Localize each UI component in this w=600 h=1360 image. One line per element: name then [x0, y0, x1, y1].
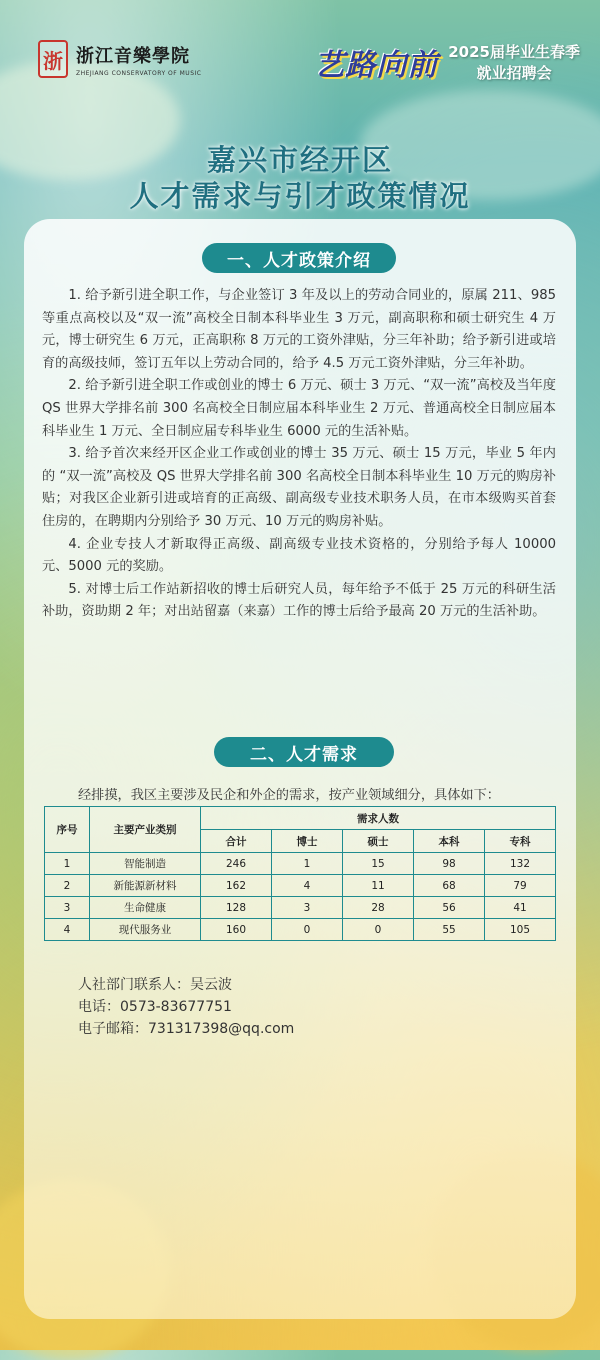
row-value: 128: [201, 897, 272, 919]
contact-info: [78, 974, 294, 1040]
row-value: 79: [485, 875, 556, 897]
row-value: 41: [485, 897, 556, 919]
row-value: 162: [201, 875, 272, 897]
table-header-total: 合计: [201, 830, 272, 853]
demand-intro: 经排摸，我区主要涉及民企和外企的需求，按产业领域细分，具体如下：: [78, 788, 500, 803]
row-category: 生命健康: [90, 897, 201, 919]
row-value: 4: [272, 875, 343, 897]
row-no: 2: [45, 875, 90, 897]
event-name-line1: 2025届毕业生春季: [448, 43, 580, 61]
row-category: 智能制造: [90, 853, 201, 875]
row-value: 132: [485, 853, 556, 875]
table-header-bachelor: 本科: [414, 830, 485, 853]
table-header-no: 序号: [45, 807, 90, 853]
row-value: 56: [414, 897, 485, 919]
row-value: 15: [343, 853, 414, 875]
row-value: 55: [414, 919, 485, 941]
table-header-master: 硕士: [343, 830, 414, 853]
school-logo: [38, 40, 201, 78]
row-value: 0: [272, 919, 343, 941]
page-title-line2: 人才需求与引才政策情况: [129, 179, 471, 213]
row-value: 28: [343, 897, 414, 919]
section-heading-policy: 一、人才政策介绍: [202, 243, 396, 273]
page-title-line1: 嘉兴市经开区: [206, 143, 393, 177]
contact-email: 电子邮箱：731317398@qq.com: [78, 1021, 295, 1037]
table-header-college: 专科: [485, 830, 556, 853]
policy-item: 1. 给予新引进全职工作，与企业签订 3 年及以上的劳动合同业的，原属 211、985 等重点高校以及“双一流”高校全日制本科毕业生 3 万元，副高职称和硕士研究生 4 万元，博士研究生 6 万元，正高职称 8 万元的工资外津贴，分三年补助；给予新引进或培育的高级技师，签订五年以上劳动合同的，给予 4.5 万元工资外津贴，分三年补助。: [42, 288, 556, 371]
row-category: 现代服务业: [90, 919, 201, 941]
policy-item: 4. 企业专技人才新取得正高级、副高级专业技术资格的，分别给予每人 10000 元、5000 元的奖励。: [42, 536, 556, 575]
event-banner: [314, 40, 580, 84]
section-heading-demand: 二、人才需求: [214, 737, 394, 767]
policy-item: 3. 给予首次来经开区企业工作或创业的博士 35 万元、硕士 15 万元，毕业 5 年内的 “双一流”高校及 QS 世界大学排名前 300 名高校全日制本科毕业生 10 万元的购房补贴；对我区企业新引进或培育的正高级、副高级专业技术职务人员，在市本级购买首套住房的，在聘期内分别给予 30 万元、10 万元的购房补贴。: [42, 446, 556, 529]
table-row: [45, 897, 556, 919]
table-row: [45, 853, 556, 875]
row-no: 4: [45, 919, 90, 941]
contact-phone: 电话：0573-83677751: [78, 999, 232, 1015]
contact-person: 人社部门联系人：吴云波: [78, 977, 232, 993]
row-no: 3: [45, 897, 90, 919]
row-value: 105: [485, 919, 556, 941]
row-category: 新能源新材料: [90, 875, 201, 897]
row-value: 160: [201, 919, 272, 941]
demand-table: [44, 806, 556, 941]
row-value: 98: [414, 853, 485, 875]
policy-item: 5. 对博士后工作站新招收的博士后研究人员，每年给予不低于 25 万元的科研生活补助，资助期 2 年；对出站留嘉（来嘉）工作的博士后给予最高 20 万元的生活补助。: [42, 581, 556, 620]
row-value: 3: [272, 897, 343, 919]
school-name-en: ZHEJIANG CONSERVATORY OF MUSIC: [76, 69, 202, 77]
row-no: 1: [45, 853, 90, 875]
table-header-category: 主要产业类别: [90, 807, 201, 853]
row-value: 0: [343, 919, 414, 941]
event-slogan: 艺路向前: [314, 48, 439, 83]
table-header-group: 需求人数: [201, 807, 556, 830]
table-row: [45, 919, 556, 941]
event-name-line2: 就业招聘会: [476, 64, 552, 82]
table-header-phd: 博士: [272, 830, 343, 853]
table-row: [45, 875, 556, 897]
row-value: 11: [343, 875, 414, 897]
row-value: 246: [201, 853, 272, 875]
school-seal-icon: 浙: [38, 40, 68, 78]
policy-item: 2. 给予新引进全职工作或创业的博士 6 万元、硕士 3 万元、“双一流”高校及当年度 QS 世界大学排名前 300 名高校全日制应届本科毕业生 2 万元、普通高校全日制应届本科毕业生 1 万元、全日制应届专科毕业生 6000 元的生活补贴。: [42, 378, 556, 439]
policy-list: [42, 285, 556, 624]
school-name-cn: 浙江音樂學院: [76, 45, 190, 67]
row-value: 68: [414, 875, 485, 897]
row-value: 1: [272, 853, 343, 875]
